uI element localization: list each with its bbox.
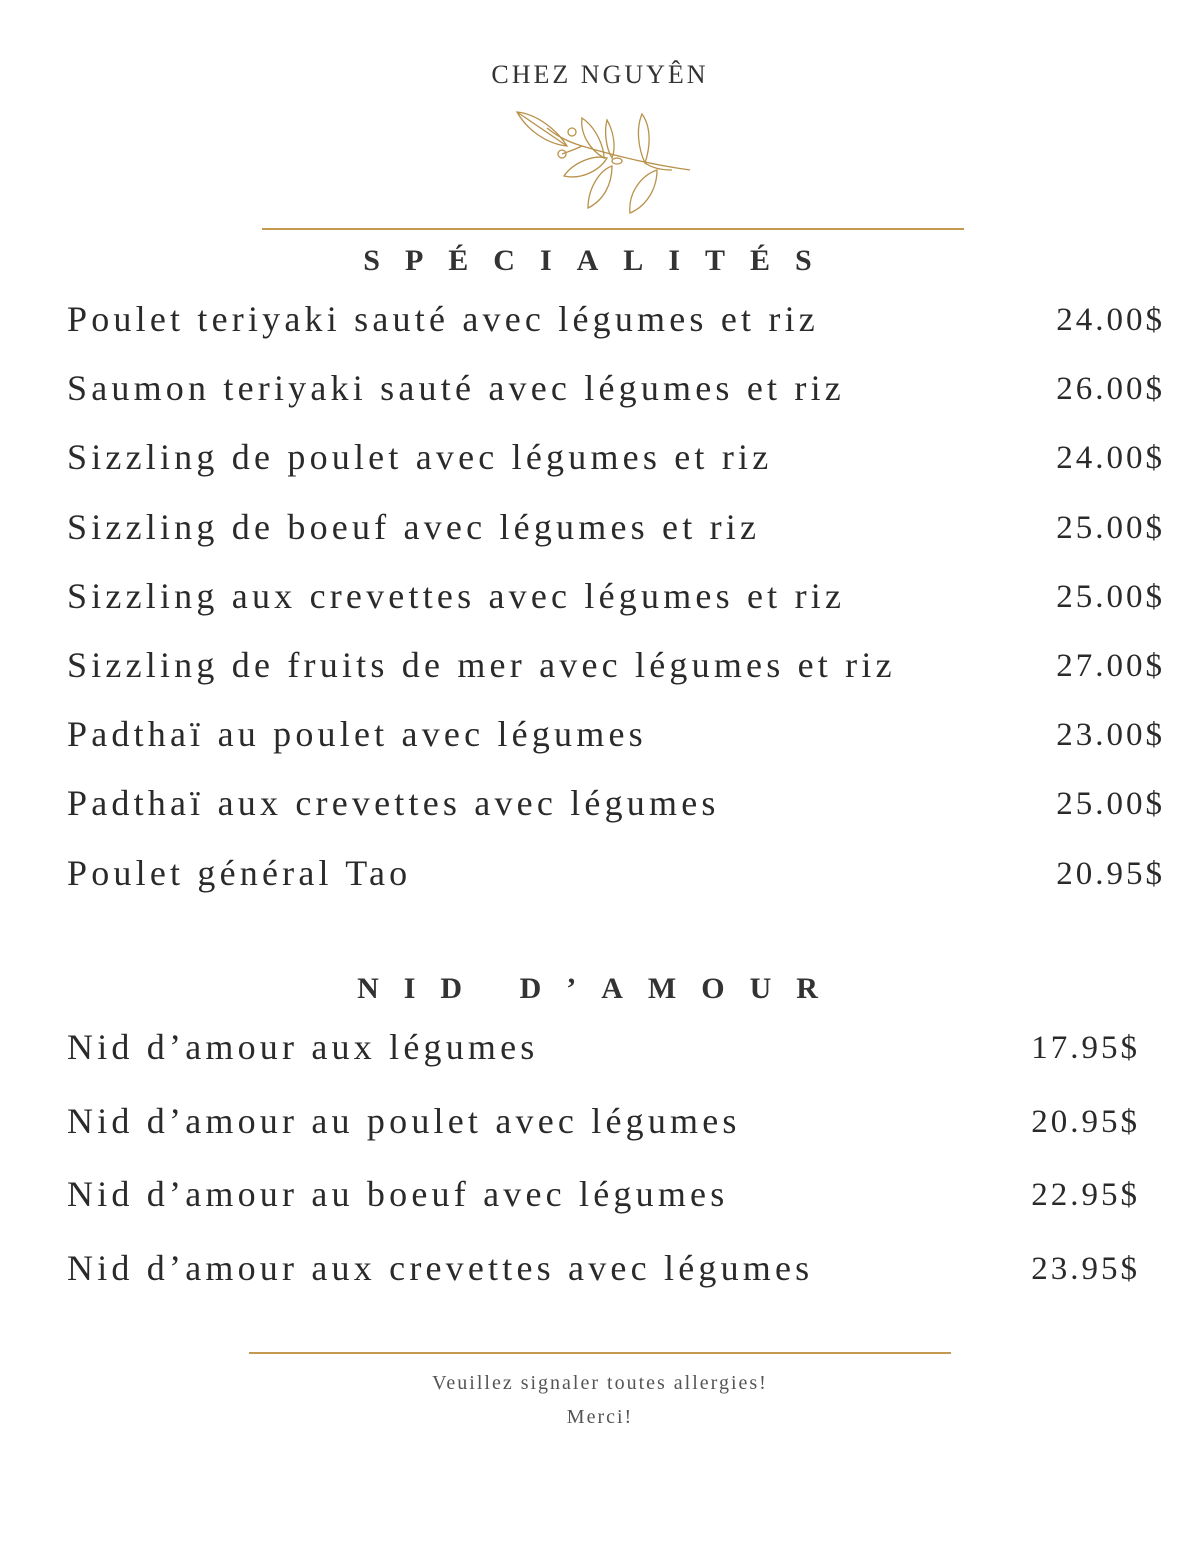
menu-item-name: Padthaï aux crevettes avec légumes — [67, 783, 720, 824]
restaurant-name: CHEZ NGUYÊN — [491, 60, 709, 89]
footer-divider — [249, 1352, 951, 1354]
menu-item — [67, 1173, 1140, 1223]
menu-item — [67, 367, 1165, 417]
menu-item-price: 26.00$ — [1056, 371, 1165, 408]
menu-item — [67, 644, 1165, 694]
menu-item — [67, 298, 1165, 348]
menu-item — [67, 575, 1165, 625]
menu-item-name: Padthaï au poulet avec légumes — [67, 714, 647, 755]
menu-item — [67, 1247, 1140, 1297]
section-title-nid-damour: NID D’AMOUR — [357, 972, 843, 1005]
menu-item-price: 25.00$ — [1056, 578, 1165, 615]
menu-item-price: 20.95$ — [1031, 1103, 1140, 1140]
menu-item-name: Sizzling de fruits de mer avec légumes et riz — [67, 645, 896, 685]
menu-item — [67, 1026, 1140, 1076]
menu-item-name: Sizzling aux crevettes avec légumes et riz — [67, 575, 846, 616]
menu-item-name: Poulet général Tao — [67, 852, 412, 893]
menu-item — [67, 1100, 1140, 1150]
menu-item-name: Sizzling de poulet avec légumes et riz — [67, 437, 773, 478]
menu-item-name: Nid d’amour au poulet avec légumes — [67, 1100, 741, 1141]
menu-item — [67, 436, 1165, 486]
menu-item-price: 24.00$ — [1056, 440, 1165, 477]
menu-item-name: Poulet teriyaki sauté avec légumes et riz — [67, 299, 819, 339]
menu-item-price: 20.95$ — [1056, 855, 1165, 892]
allergy-notice: Veuillez signaler toutes allergies! — [432, 1372, 768, 1394]
section-title-specialites: SPÉCIALITÉS — [363, 244, 837, 277]
menu-item — [67, 713, 1165, 763]
menu-item-name: Sizzling de boeuf avec légumes et riz — [67, 506, 761, 547]
menu-item-name: Saumon teriyaki sauté avec légumes et riz — [67, 368, 845, 409]
menu-item-price: 23.95$ — [1031, 1251, 1140, 1288]
menu-item-price: 17.95$ — [1031, 1030, 1140, 1066]
menu-item-price: 25.00$ — [1056, 786, 1165, 823]
thanks-note: Merci! — [566, 1406, 634, 1428]
menu-item-name: Nid d’amour aux légumes — [67, 1027, 539, 1067]
menu-item-price: 22.95$ — [1031, 1177, 1140, 1214]
menu-item — [67, 506, 1165, 556]
menu-item-price: 24.00$ — [1056, 302, 1165, 338]
menu-item-price: 27.00$ — [1056, 648, 1165, 684]
header-divider — [262, 228, 964, 230]
menu-item-price: 23.00$ — [1056, 717, 1165, 754]
olive-branch-icon — [512, 108, 692, 218]
menu-item-price: 25.00$ — [1056, 509, 1165, 546]
menu-item-name: Nid d’amour aux crevettes avec légumes — [67, 1248, 814, 1289]
menu-item — [67, 852, 1165, 902]
menu-item-name: Nid d’amour au boeuf avec légumes — [67, 1174, 729, 1215]
menu-item — [67, 782, 1165, 832]
